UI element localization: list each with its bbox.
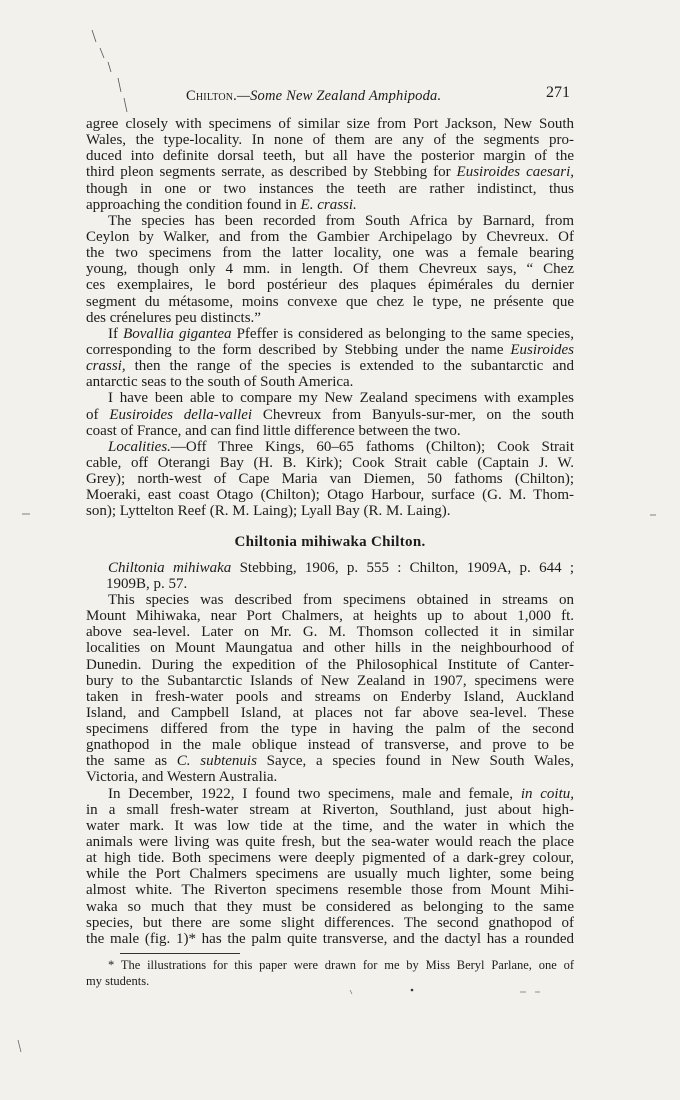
text-line: Island, and Campbell Island, at places not far above sea-level. These: [86, 704, 574, 721]
text-span: In December, 1922, I found two specimens, male and female,: [108, 785, 514, 802]
text-span: If: [108, 325, 118, 342]
text-span: Stebbing, 1906, p. 555 : Chilton, 1909A, p. 644 ;: [239, 559, 575, 576]
text-line: taken in fresh-water pools and streams on Enderby Island, Auckland: [86, 688, 574, 705]
text-line: Grey); north-west of Cape Maria van Diemen, 50 fathoms (Chilton);: [86, 471, 574, 488]
scan-mark: [108, 62, 111, 72]
paragraph-distribution: [86, 213, 574, 326]
footnote-rule: [120, 953, 240, 954]
text-span: approaching the condition found in: [86, 196, 297, 213]
footnote-line: * The illustrations for this paper were drawn for me by Miss Beryl Parlane, one of: [108, 958, 574, 973]
text-line: son); Lyttelton Reef (R. M. Laing); Lyall Bay (R. M. Laing).: [86, 503, 451, 520]
text-line: Ceylon by Walker, and from the Gambier Archipelago by Chevreux. Of: [86, 228, 574, 245]
text-line: young, though only 4 mm. in length. Of them Chevreux says, “ Chez: [86, 261, 574, 278]
text-line: Dunedin. During the expedition of the Philosophical Institute of Canter-: [86, 656, 574, 673]
text-line: waka so much that they must be considered as belonging to the same: [86, 898, 574, 915]
text-line: species, but there are some slight differences. The second gnathopod of: [86, 914, 574, 931]
text-line: ces exemplaires, le bord postérieur des plaques épimérales du dernier: [86, 277, 574, 294]
text-line: The species has been recorded from South Africa by Barnard, from: [108, 212, 574, 229]
text-line: while the Port Chalmers specimens are usually much lighter, some being: [86, 866, 574, 883]
species-name: Eusiroides della-vallei: [109, 406, 253, 423]
text-line: at high tide. Both specimens were deeply pigmented of a dark-grey colour,: [86, 850, 574, 867]
page-number: 271: [546, 84, 570, 101]
species-name: Chiltonia mihiwaka: [108, 559, 232, 576]
paragraph-comparison: [86, 390, 574, 438]
footnote: [86, 958, 574, 989]
text-span: then the range of the species is extended to the subantarctic and: [134, 358, 575, 375]
text-line: [86, 342, 574, 358]
text-line: gnathopod in the male oblique instead of transverse, and prove to be: [86, 737, 574, 754]
text-line: above sea-level. Later on Mr. G. M. Thomson collected it in similar: [86, 624, 574, 641]
scan-mark: [18, 1040, 21, 1052]
text-line: localities on Mount Maungatua and other hills in the neighbourhood of: [86, 640, 574, 657]
species-name: Eusiroides caesari,: [456, 164, 574, 181]
paragraph-riverton: [86, 786, 574, 947]
synonymy-line: 1909B, p. 57.: [106, 575, 188, 592]
text-line: segment du métasome, moins convexe que chez le type, ne présente que: [86, 293, 574, 310]
text-line: Mount Mihiwaka, near Port Chalmers, at heights up to about 1,000 ft.: [86, 608, 574, 625]
text-line: [86, 358, 574, 374]
spacer: [86, 520, 574, 534]
scan-mark: [411, 989, 414, 992]
scan-mark: [350, 990, 352, 994]
text-line: the two specimens from the latter locality, one was a female bearing: [86, 245, 574, 262]
text-line: water mark. It was low tide at the time, and the water in which the: [86, 817, 574, 834]
text-span: of: [86, 406, 99, 423]
text-line: [86, 197, 574, 213]
text-line: agree closely with specimens of similar size from Port Jackson, New South: [86, 116, 574, 132]
running-head-author: Chilton.: [186, 88, 238, 104]
text-line: duced into definite dorsal teeth, but all have the posterior margin of the: [86, 148, 574, 165]
species-name: C. subtenuis: [176, 753, 257, 770]
text-line: [86, 164, 574, 180]
text-line: [86, 407, 574, 423]
species-name: E. crassi.: [300, 196, 357, 213]
text-line: coast of France, and can find little difference between the two.: [86, 422, 461, 439]
text-span: Chevreux from Banyuls-sur-mer, on the south: [262, 406, 574, 423]
text-line: specimens differed from the type in having the palm of the second: [86, 721, 574, 738]
text-line: the male (fig. 1)* has the palm quite transverse, and the dactyl has a rounded: [86, 930, 574, 947]
running-head-title: —Some New Zealand Amphipoda.: [237, 88, 442, 104]
section-heading: Chiltonia mihiwaka Chilton.: [234, 533, 426, 550]
text-line: bury to the Subantarctic Islands of New Zealand in 1907, specimens were: [86, 672, 574, 689]
paragraph-continuation: [86, 116, 574, 213]
scan-mark: [92, 30, 96, 42]
text-line: almost white. The Riverton specimens resemble those from Mount Mihi-: [86, 882, 574, 899]
scan-mark: [100, 48, 104, 58]
text-line: Wales, the type-locality. In none of them are any of the segments pro-: [86, 132, 574, 149]
text-line: cable, off Oterangi Bay (H. B. Kirk); Cook Strait cable (Captain J. W.: [86, 454, 574, 471]
species-name: Eusiroides: [510, 341, 575, 358]
text-line: [86, 326, 574, 342]
text-line: in a small fresh-water stream at Riverton, Southland, just about high-: [86, 801, 574, 818]
text-line: I have been able to compare my New Zealand specimens with examples: [108, 390, 574, 407]
text-line: des crénelures peu distincts.”: [86, 309, 261, 326]
spacer: [86, 550, 574, 560]
species-name: crassi,: [86, 358, 126, 375]
species-section-header: [86, 534, 574, 592]
footnote-line: my students.: [86, 973, 150, 988]
text-span: Pfeffer is considered as belonging to the same species,: [236, 325, 574, 342]
page-header: [86, 84, 574, 106]
text-line: [86, 753, 574, 769]
paragraph-description: [86, 592, 574, 786]
text-line: [86, 439, 574, 455]
species-name: Bovallia gigantea: [123, 325, 232, 342]
text-span: third pleon segments serrate, as described by Stebbing for: [86, 164, 451, 181]
text-span: Sayce, a species found in New South Wales,: [266, 753, 574, 770]
text-line: This species was described from specimens obtained in streams on: [108, 591, 574, 608]
text-line: Victoria, and Western Australia.: [86, 769, 278, 786]
text-line: [86, 786, 574, 802]
paragraph-localities: [86, 439, 574, 520]
text-span: —Off Three Kings, 60–65 fathoms (Chilton); Cook Strait: [170, 438, 574, 455]
text-line: though in one or two instances the teeth are rather indistinct, thus: [86, 180, 574, 197]
localities-label: Localities.: [108, 438, 171, 455]
text-span: the same as: [86, 753, 168, 770]
latin-phrase: in coitu,: [520, 785, 575, 802]
text-line: animals were living was quite fresh, but the sea-water would reach the place: [86, 834, 574, 851]
text-span: corresponding to the form described by Stebbing under the name: [86, 341, 504, 358]
page-body: [86, 116, 574, 989]
text-line: Moeraki, east coast Otago (Chilton); Otago Harbour, surface (G. M. Thom-: [86, 487, 574, 504]
paragraph-bovallia: [86, 326, 574, 391]
text-line: antarctic seas to the south of South America.: [86, 374, 354, 391]
running-head: [186, 88, 441, 105]
synonymy-line: [86, 560, 574, 576]
